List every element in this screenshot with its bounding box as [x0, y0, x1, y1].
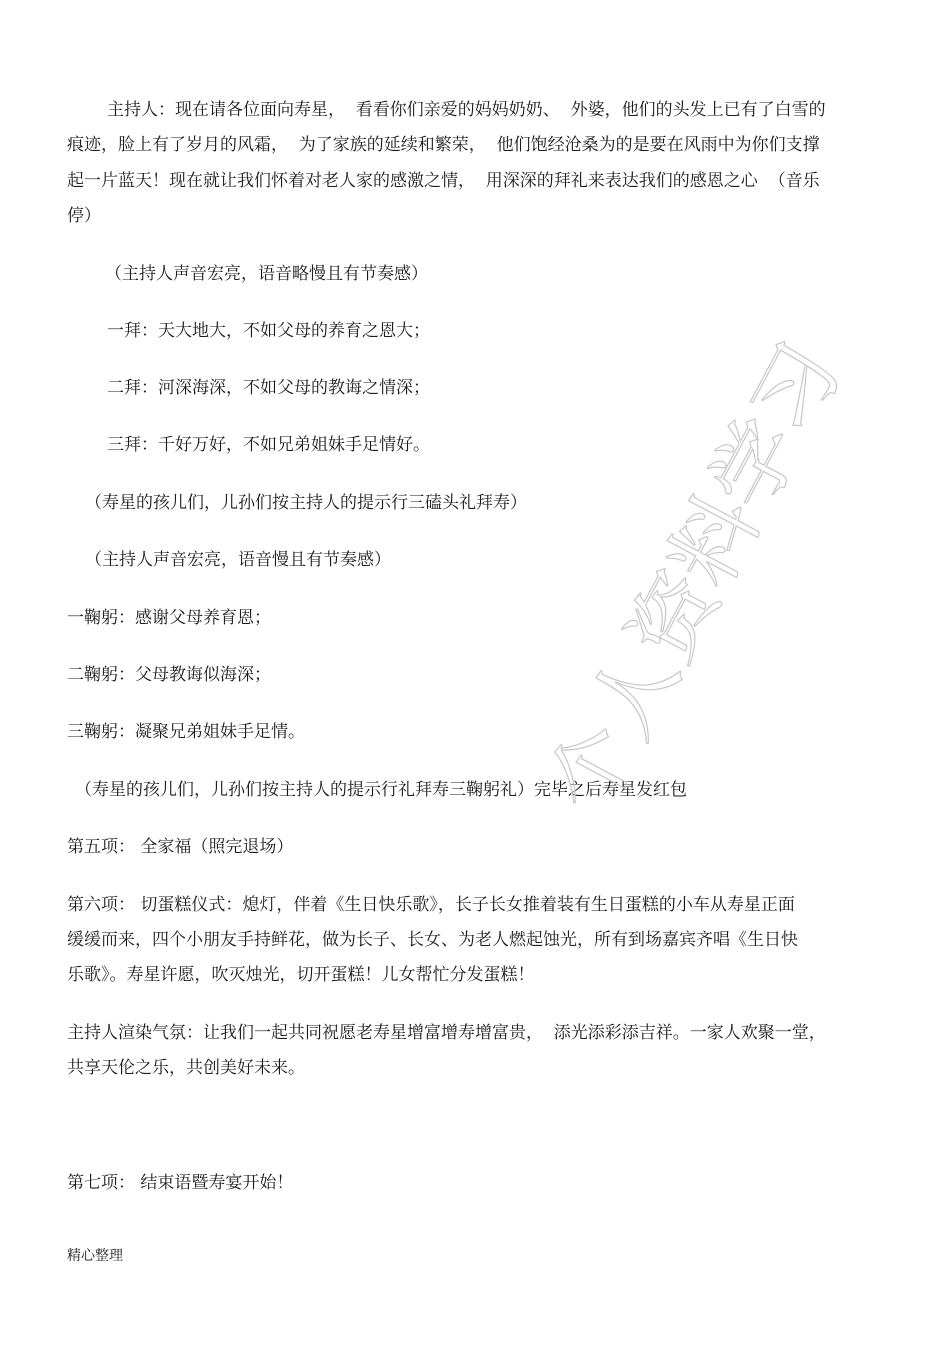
- text-line: 一拜：天大地大，不如父母的养育之恩大；: [107, 321, 430, 341]
- text-line: 三拜：千好万好，不如兄弟姐妹手足情好。: [107, 435, 430, 455]
- text-line: （寿星的孩儿们，儿孙们按主持人的提示行三磕头礼拜寿）: [85, 493, 527, 513]
- watermark-graphic: [530, 327, 861, 850]
- text-line: 二拜：河深海深，不如父母的教诲之情深；: [107, 378, 430, 398]
- text-line: （寿星的孩儿们，儿孙们按主持人的提示行礼拜寿三鞠躬礼）完毕之后寿星发红包: [75, 780, 687, 800]
- text-line: 起一片蓝天！现在就让我们怀着对老人家的感激之情， 用深深的拜礼来表达我们的感恩之心 （音乐: [67, 171, 820, 191]
- text-line: 乐歌》。寿星许愿，吹灭烛光，切开蛋糕！儿女帮忙分发蛋糕！: [67, 965, 535, 985]
- watermark-text: 个人资料学习: [530, 327, 861, 830]
- text-line: 共享天伦之乐，共创美好未来。: [67, 1058, 305, 1078]
- text-line: 痕迹，脸上有了岁月的风霜， 为了家族的延续和繁荣， 他们饱经沧桑为的是要在风雨中为你们支撑: [67, 135, 820, 155]
- page-footer: 精心整理: [67, 1248, 123, 1264]
- text-line: 主持人渲染气氛：让我们一起共同祝愿老寿星增富增寿增富贵， 添光添彩添吉祥。一家人欢聚一堂，: [67, 1023, 826, 1043]
- text-line: 二鞠躬：父母教诲似海深；: [67, 665, 271, 685]
- text-line: 第七项： 结束语暨寿宴开始！: [67, 1173, 294, 1193]
- text-line: 一鞠躬：感谢父母养育恩；: [67, 608, 271, 628]
- text-line: 主持人：现在请各位面向寿星， 看看你们亲爱的妈妈奶奶、 外婆，他们的头发上已有了白雪的: [107, 100, 826, 120]
- text-line: （主持人声音宏亮，语音略慢且有节奏感）: [105, 264, 428, 284]
- text-line: 缓缓而来，四个小朋友手持鲜花，做为长子、长女、为老人燃起蚀光，所有到场嘉宾齐唱《生日快: [67, 930, 798, 950]
- text-line: 第六项： 切蛋糕仪式：熄灯，伴着《生日快乐歌》，长子长女推着装有生日蛋糕的小车从寿星正面: [67, 895, 795, 915]
- text-line: 三鞠躬：凝聚兄弟姐妹手足情。: [67, 722, 305, 742]
- text-line: 第五项： 全家福（照完退场）: [67, 837, 294, 857]
- text-line: （主持人声音宏亮，语音慢且有节奏感）: [85, 550, 391, 570]
- text-line: 停）: [67, 206, 101, 226]
